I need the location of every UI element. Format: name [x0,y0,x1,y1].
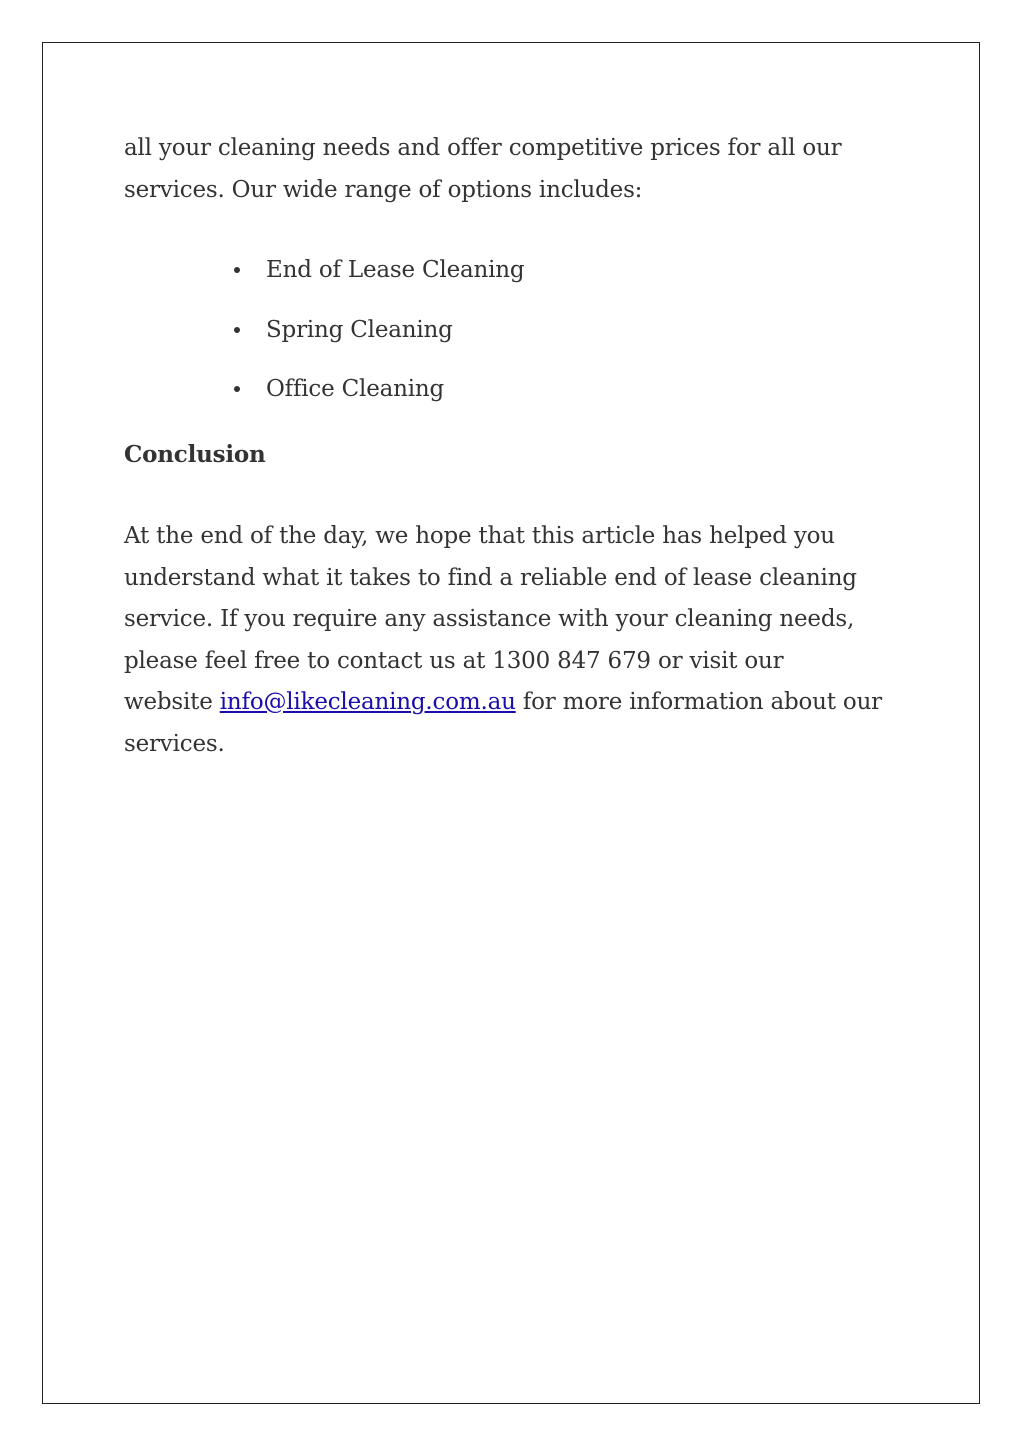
document-body [124,128,914,765]
intro-line-2: services. Our wide range of options includes: [124,176,643,203]
conclusion-paragraph [124,516,914,765]
list-item [124,310,914,352]
email-link[interactable]: info@likecleaning.com.au [219,689,516,715]
list-item [124,250,914,292]
services-list [124,250,914,411]
conclusion-line-5-after: for more information about our [515,689,882,715]
service-label: Office Cleaning [266,376,445,402]
conclusion-heading: Conclusion [124,440,266,468]
bullet-icon [234,386,240,392]
conclusion-line-3: service. If you require any assistance with your cleaning needs, [124,606,855,632]
intro-paragraph [124,128,914,211]
conclusion-line-4: please feel free to contact us at 1300 847 679 or visit our [124,647,784,674]
list-item [124,369,914,411]
intro-line-1: all your cleaning needs and offer competitive prices for all our [124,135,842,161]
conclusion-line-6: services. [124,730,225,757]
bullet-icon [234,327,240,333]
conclusion-line-1: At the end of the day, we hope that this article has helped you [124,523,835,549]
conclusion-line-2: understand what it takes to find a reliable end of lease cleaning [124,564,857,591]
service-label: End of Lease Cleaning [266,257,525,283]
bullet-icon [234,267,240,273]
conclusion-line-5-before: website [124,689,220,715]
service-label: Spring Cleaning [266,316,453,343]
